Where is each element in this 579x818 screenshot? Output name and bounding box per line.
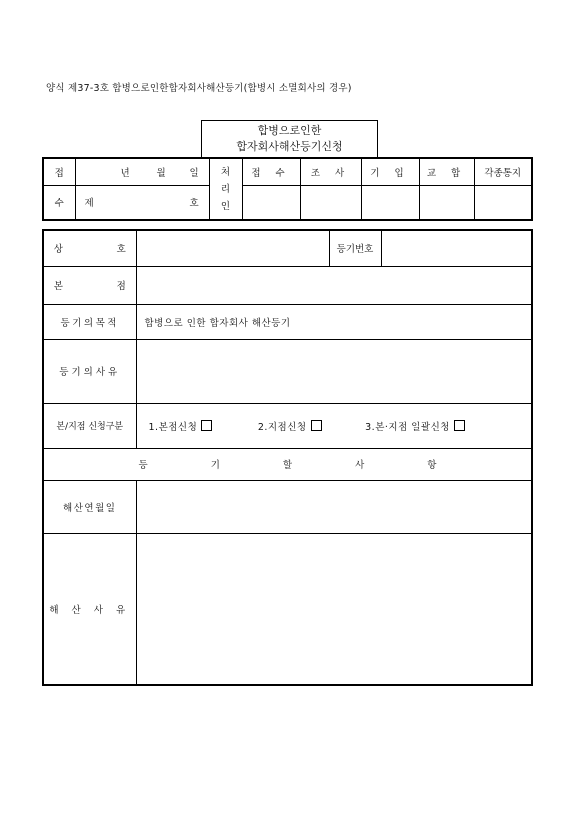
branch-office-option[interactable]: 2.지점신청 bbox=[258, 422, 322, 433]
processor-label-2: 리 bbox=[220, 183, 231, 195]
receipt-je-label: 제 bbox=[84, 198, 94, 210]
receipt-jeop-label: 접 bbox=[43, 158, 75, 185]
receipt-date-cell[interactable] bbox=[75, 158, 209, 185]
trade-name-field[interactable] bbox=[136, 230, 329, 266]
notices-stamp-cell[interactable] bbox=[474, 185, 532, 220]
col-entry: 기 입 bbox=[361, 158, 419, 185]
head-office-checkbox[interactable] bbox=[201, 420, 212, 431]
registration-items-header: 등 기 할 사 항 bbox=[43, 448, 532, 480]
receipt-number-cell[interactable] bbox=[75, 185, 209, 220]
receipt-su-label: 수 bbox=[43, 185, 75, 220]
cause-field[interactable] bbox=[136, 339, 532, 403]
branch-type-label: 본/지점 신청구분 bbox=[43, 403, 136, 448]
reg-number-field[interactable] bbox=[381, 230, 532, 266]
processor-label-1: 처 bbox=[220, 166, 231, 178]
receipt-month-label: 월 bbox=[156, 167, 166, 179]
trade-name-label: 상 호 bbox=[43, 230, 136, 266]
entry-stamp-cell[interactable] bbox=[361, 185, 419, 220]
cause-label: 등기의사유 bbox=[43, 339, 136, 403]
combined-option[interactable]: 3.본·지점 일괄신청 bbox=[365, 422, 465, 433]
application-title-line1: 합병으로인한 bbox=[257, 124, 322, 137]
combined-checkbox[interactable] bbox=[454, 420, 465, 431]
receipt-day-label: 일 bbox=[189, 167, 199, 179]
col-notices: 각종통지 bbox=[474, 158, 532, 185]
application-title-line2: 합자회사해산등기신청 bbox=[236, 140, 343, 153]
processor-label bbox=[209, 158, 242, 220]
head-office-label: 본 점 bbox=[43, 266, 136, 304]
head-office-field[interactable] bbox=[136, 266, 532, 304]
dissolution-date-label: 해산연월일 bbox=[43, 480, 136, 533]
col-verify: 교 합 bbox=[419, 158, 474, 185]
col-receipt: 접 수 bbox=[242, 158, 300, 185]
dissolution-reason-field[interactable] bbox=[136, 533, 532, 685]
processor-label-3: 인 bbox=[220, 200, 231, 212]
purpose-value[interactable]: 합병으로 인한 합자회사 해산등기 bbox=[136, 304, 532, 339]
receipt-year-label: 년 bbox=[120, 167, 130, 179]
verify-stamp-cell[interactable] bbox=[419, 185, 474, 220]
review-stamp-cell[interactable] bbox=[300, 185, 361, 220]
branch-type-options bbox=[136, 403, 532, 448]
reg-number-label: 등기번호 bbox=[329, 230, 381, 266]
form-title: 양식 제37-3호 합병으로인한합자회사해산등기(합병시 소멸회사의 경우) bbox=[46, 83, 352, 94]
head-office-option[interactable]: 1.본점신청 bbox=[149, 422, 213, 433]
dissolution-date-field[interactable] bbox=[136, 480, 532, 533]
application-title-box bbox=[201, 120, 378, 158]
purpose-label: 등기의목적 bbox=[43, 304, 136, 339]
receipt-stamp-cell[interactable] bbox=[242, 185, 300, 220]
dissolution-reason-label: 해 산 사 유 bbox=[43, 533, 136, 685]
receipt-table bbox=[42, 157, 533, 221]
application-details-table bbox=[42, 229, 533, 686]
receipt-ho-label: 호 bbox=[189, 198, 199, 210]
branch-office-checkbox[interactable] bbox=[311, 420, 322, 431]
col-review: 조 사 bbox=[300, 158, 361, 185]
